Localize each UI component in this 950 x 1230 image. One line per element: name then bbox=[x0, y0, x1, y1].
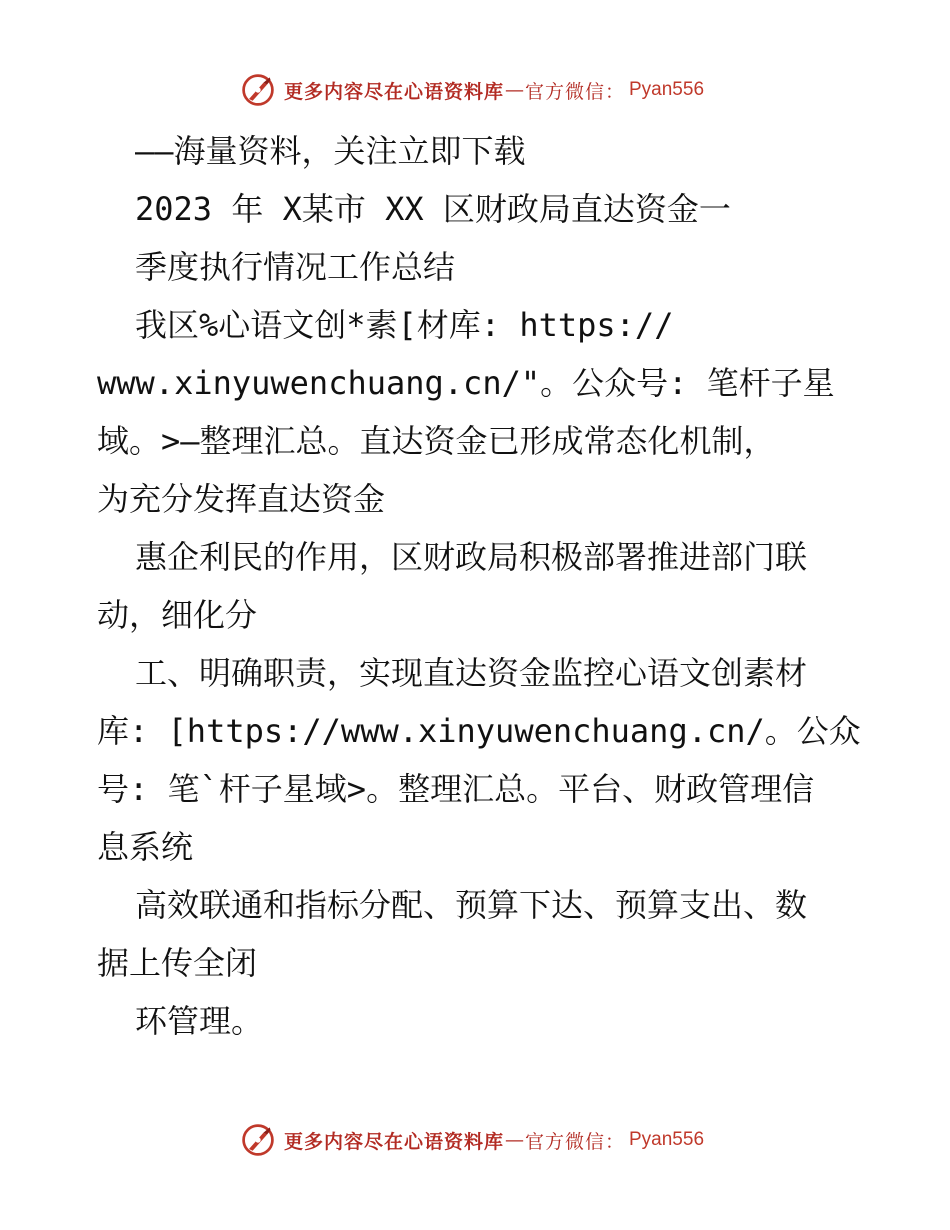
doc-line: 据上传全闭 bbox=[97, 944, 258, 982]
banner-wechat-label: 官方微信： bbox=[524, 80, 625, 103]
doc-line: www.xinyuwenchuang.cn/"。公众号: 笔杆子星 bbox=[97, 364, 835, 402]
doc-line: 动，细化分 bbox=[97, 596, 258, 634]
doc-line: 工、明确职责，实现直达资金监控心语文创素材 bbox=[135, 654, 808, 692]
banner-wechat-id: Pyan556 bbox=[629, 1129, 705, 1150]
doc-line: 我区%心语文创*素[材库: https:// bbox=[135, 306, 674, 344]
doc-line: 高效联通和指标分配、预算下达、预算支出、数 bbox=[135, 886, 808, 924]
banner-title: 更多内容尽在心语资料库 bbox=[283, 1130, 504, 1153]
doc-line: 为充分发挥直达资金 bbox=[97, 480, 386, 518]
banner-title: 更多内容尽在心语资料库 bbox=[283, 80, 504, 103]
doc-title-line-1: 2023 年 X某市 XX 区财政局直达资金一 bbox=[135, 190, 731, 228]
banner-wechat-label: 官方微信： bbox=[524, 1130, 625, 1153]
banner-separator: — bbox=[504, 1129, 524, 1151]
banner-wechat-id: Pyan556 bbox=[629, 79, 705, 100]
doc-line: 惠企利民的作用，区财政局积极部署推进部门联 bbox=[135, 538, 808, 576]
document-body bbox=[97, 122, 877, 1050]
quill-pen-logo-icon bbox=[240, 1122, 276, 1158]
quill-pen-logo-icon bbox=[240, 72, 276, 108]
doc-line: 环管理。 bbox=[135, 1002, 264, 1040]
doc-line: 库: [https://www.xinyuwenchuang.cn/。公众 bbox=[97, 712, 861, 750]
doc-line: ——海量资料，关注立即下载 bbox=[135, 132, 526, 170]
doc-line: 息系统 bbox=[97, 828, 194, 866]
footer-banner bbox=[0, 1120, 950, 1160]
doc-line: 域。>—整理汇总。直达资金已形成常态化机制， bbox=[97, 422, 776, 460]
doc-line: 号: 笔`杆子星域>。整理汇总。平台、财政管理信 bbox=[97, 770, 815, 808]
header-banner bbox=[0, 70, 950, 110]
banner-separator: — bbox=[504, 79, 524, 101]
doc-title-line-2: 季度执行情况工作总结 bbox=[135, 248, 456, 286]
